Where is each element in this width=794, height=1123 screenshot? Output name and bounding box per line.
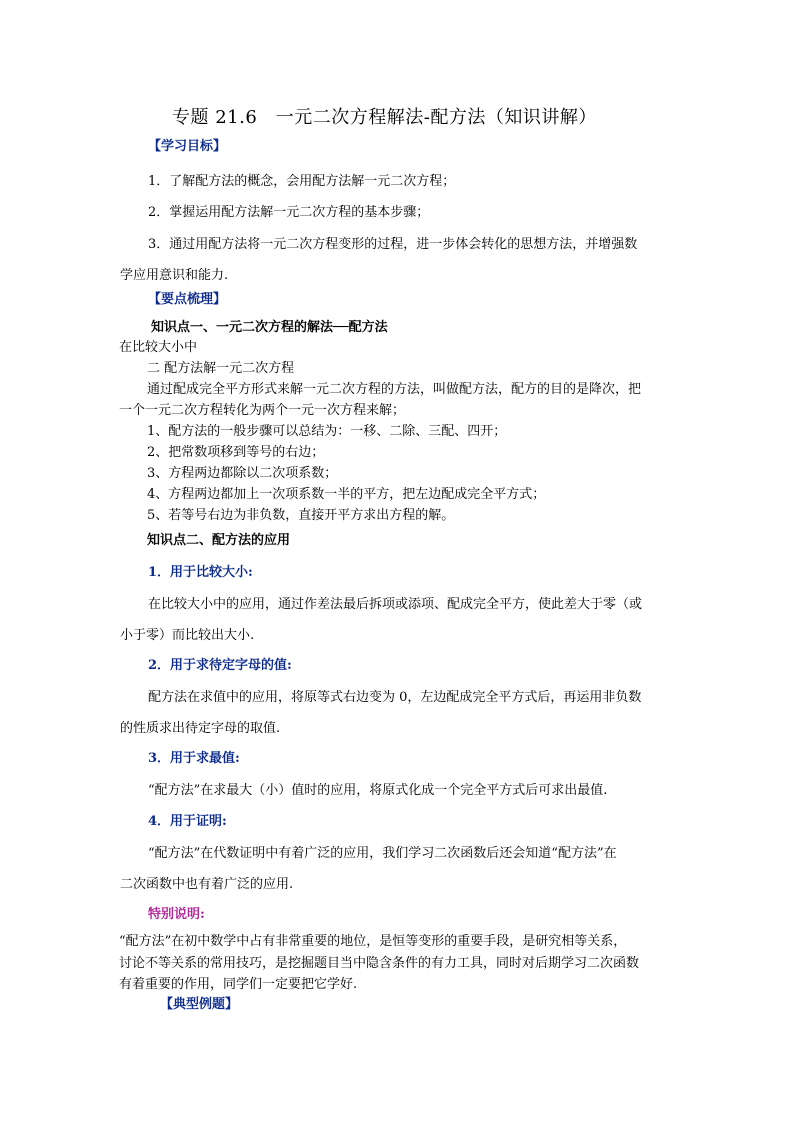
application-text: 的性质求出待定字母的取值. xyxy=(120,721,281,736)
objective-item: 3．通过用配方法将一元二次方程变形的过程，进一步体会转化的思想方法，并增强数 xyxy=(148,237,638,252)
application-text: “配方法”在求最大（小）值时的应用，将原式化成一个完全平方式后可求出最值. xyxy=(148,783,608,798)
special-note-heading: 特别说明: xyxy=(148,907,205,922)
application-number: 4． xyxy=(148,814,171,829)
knowledge-point-2-title: 知识点二、配方法的应用 xyxy=(147,533,291,548)
application-number: 1． xyxy=(148,565,171,580)
application-text: 二次函数中也有着广泛的应用. xyxy=(120,877,294,892)
step-item: 3、方程两边都除以二次项系数； xyxy=(147,466,338,481)
special-note-line: “配方法”在初中数学中占有非常重要的地位，是恒等变形的重要手段，是研究相等关系， xyxy=(119,934,627,949)
application-label: 用于比较大小: xyxy=(170,565,253,580)
application-number: 3． xyxy=(148,751,171,766)
step-item: 2、把常数项移到等号的右边； xyxy=(147,445,325,460)
special-note-line: 有着重要的作用，同学们一定要把它学好. xyxy=(119,977,358,992)
page-title: 专题 21.6 一元二次方程解法-配方法（知识讲解） xyxy=(172,107,597,128)
objective-item: 2．掌握运用配方法解一元二次方程的基本步骤； xyxy=(148,205,430,220)
application-text: 在比较大小中的应用，通过作差法最后拆项或添项、配成完全平方，使此差大于零（或 xyxy=(148,597,643,612)
definition-line: 通过配成完全平方形式来解一元二次方程的方法，叫做配方法，配方的目的是降次，把 xyxy=(147,382,642,397)
application-text: 小于零）而比较出大小. xyxy=(120,628,255,643)
application-number: 2． xyxy=(148,658,171,673)
objective-item: 1．了解配方法的概念，会用配方法解一元二次方程； xyxy=(148,174,456,189)
application-heading xyxy=(148,813,227,831)
application-text: “配方法”在代数证明中有着广泛的应用，我们学习二次函数后还会知道“配方法”在 xyxy=(148,846,617,861)
objective-item-continued: 学应用意识和能力. xyxy=(120,268,229,283)
key-points-heading: 【要点梳理】 xyxy=(148,292,227,307)
application-label: 用于求待定字母的值: xyxy=(170,658,292,673)
knowledge-point-1-title: 知识点一、一元二次方程的解法──配方法 xyxy=(151,320,388,335)
examples-heading: 【典型例题】 xyxy=(160,997,239,1012)
objectives-heading: 【学习目标】 xyxy=(148,139,227,154)
application-heading xyxy=(148,564,253,582)
application-heading xyxy=(148,750,240,768)
stray-text: 在比较大小中 xyxy=(119,340,198,355)
step-item: 1、配方法的一般步骤可以总结为：一移、二除、三配、四开； xyxy=(147,424,507,439)
step-item: 4、方程两边都加上一次项系数一半的平方，把左边配成完全平方式； xyxy=(147,487,546,502)
application-label: 用于证明: xyxy=(170,814,227,829)
definition-line: 一个一元二次方程转化为两个一元一次方程来解； xyxy=(119,403,406,418)
application-heading xyxy=(148,657,292,675)
application-text: 配方法在求值中的应用，将原等式右边变为 0，左边配成完全平方式后，再运用非负数 xyxy=(148,690,642,705)
application-label: 用于求最值: xyxy=(170,751,240,766)
sub-heading: 二 配方法解一元二次方程 xyxy=(147,361,295,376)
special-note-line: 讨论不等关系的常用技巧，是挖掘题目当中隐含条件的有力工具，同时对后期学习二次函数 xyxy=(119,956,640,971)
step-item: 5、若等号右边为非负数，直接开平方求出方程的解。 xyxy=(147,508,455,523)
